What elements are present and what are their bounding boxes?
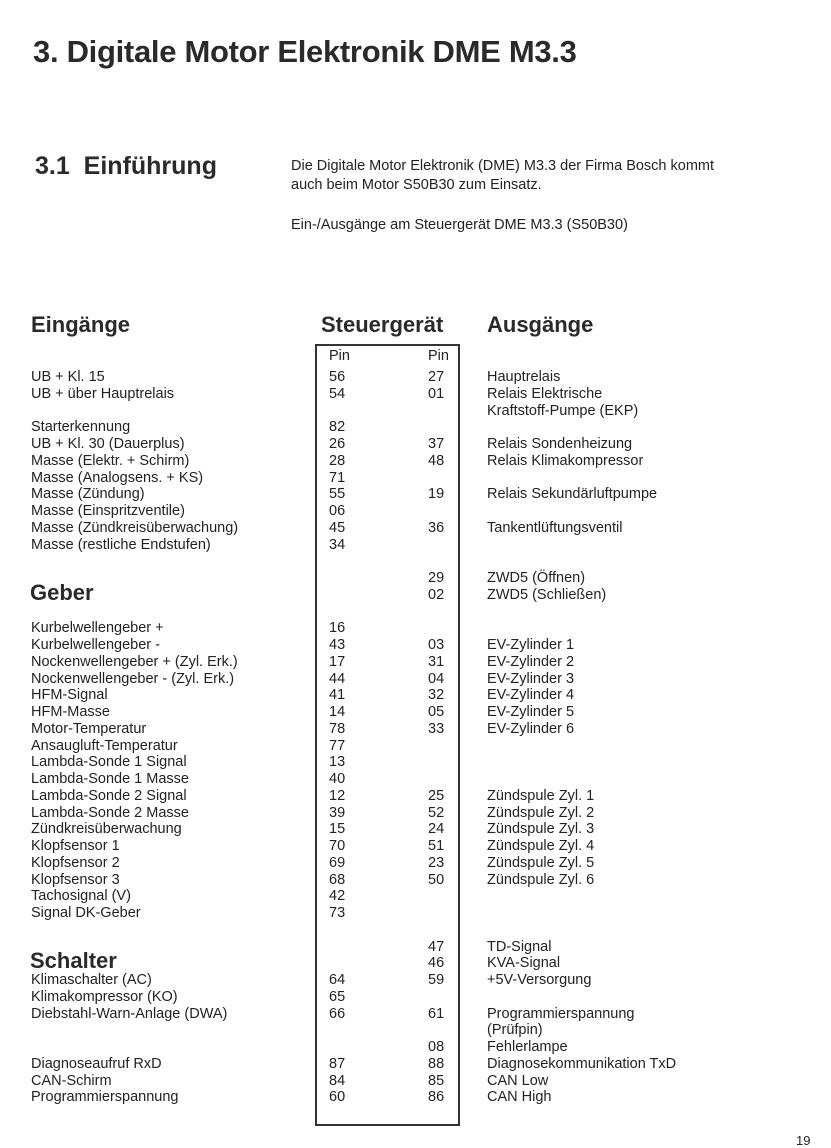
input-pin-number: 28 [329,453,346,469]
output-signal-label: Relais Elektrische [487,386,603,402]
output-signal-label: EV-Zylinder 6 [487,721,575,737]
output-signal-label: ZWD5 (Schließen) [487,587,607,603]
output-pin-number: 03 [428,637,445,653]
input-pin-number: 60 [329,1089,346,1105]
input-signal-label: Lambda-Sonde 2 Masse [31,805,189,821]
input-pin-number: 40 [329,771,346,787]
output-signal-label: Zündspule Zyl. 1 [487,788,595,804]
input-signal-label: Kurbelwellengeber - [31,637,160,653]
input-pin-number: 71 [329,470,346,486]
input-pin-number: 68 [329,872,346,888]
input-signal-label: Diebstahl-Warn-Anlage (DWA) [31,1006,228,1022]
output-pin-number: 85 [428,1073,445,1089]
input-signal-label: Masse (Zündung) [31,486,145,502]
input-pin-number: 70 [329,838,346,854]
input-signal-label: Masse (Zündkreisüberwachung) [31,520,239,536]
output-signal-label: EV-Zylinder 4 [487,687,575,703]
geber-heading: Geber [30,580,94,605]
input-pin-number: 42 [329,888,346,904]
input-pin-number: 64 [329,972,346,988]
output-pin-number: 33 [428,721,445,737]
input-pin-number: 73 [329,905,346,921]
input-signal-label: UB + über Hauptrelais [31,386,175,402]
output-signal-label: Zündspule Zyl. 5 [487,855,595,871]
output-pin-number: 32 [428,687,445,703]
output-signal-label: Fehlerlampe [487,1039,568,1055]
page-title: 3. Digitale Motor Elektronik DME M3.3 [33,34,577,69]
input-signal-label: HFM-Signal [31,687,108,703]
input-signal-label: Klopfsensor 3 [31,872,120,888]
input-signal-label: Klimaschalter (AC) [31,972,152,988]
output-signal-label: CAN High [487,1089,552,1105]
input-signal-label: Ansaugluft-Temperatur [31,738,178,754]
output-pin-number: 51 [428,838,445,854]
output-signal-label: (Prüfpin) [487,1022,543,1038]
input-signal-label: Klopfsensor 2 [31,855,120,871]
output-pin-number: 86 [428,1089,445,1105]
input-signal-label: Masse (Einspritzventile) [31,503,185,519]
output-pin-number: 48 [428,453,445,469]
output-pin-number: 27 [428,369,445,385]
input-signal-label: Lambda-Sonde 2 Signal [31,788,187,804]
input-pin-number: 44 [329,671,346,687]
input-signal-label: UB + Kl. 15 [31,369,105,385]
output-signal-label: Relais Sondenheizung [487,436,633,452]
input-signal-label: Klimakompressor (KO) [31,989,178,1005]
intro-line-2: auch beim Motor S50B30 zum Einsatz. [291,177,542,193]
input-pin-number: 41 [329,687,346,703]
output-signal-label: Relais Klimakompressor [487,453,644,469]
input-pin-number: 66 [329,1006,346,1022]
output-signal-label: Relais Sekundärluftpumpe [487,486,658,502]
input-signal-label: Nockenwellengeber + (Zyl. Erk.) [31,654,238,670]
pin-header-right: Pin [428,348,449,364]
output-signal-label: TD-Signal [487,939,552,955]
input-pin-number: 87 [329,1056,346,1072]
page-number: 19 [796,1133,811,1148]
input-pin-number: 12 [329,788,346,804]
output-pin-number: 02 [428,587,445,603]
input-pin-number: 55 [329,486,346,502]
section-number: 3.1 [35,152,70,180]
input-signal-label: Zündkreisüberwachung [31,821,182,837]
input-pin-number: 06 [329,503,346,519]
output-pin-number: 29 [428,570,445,586]
input-pin-number: 34 [329,537,346,553]
output-pin-number: 19 [428,486,445,502]
output-pin-number: 47 [428,939,445,955]
input-pin-number: 78 [329,721,346,737]
output-signal-label: +5V-Versorgung [487,972,592,988]
output-signal-label: EV-Zylinder 3 [487,671,575,687]
output-pin-number: 88 [428,1056,445,1072]
input-pin-number: 77 [329,738,346,754]
input-pin-number: 13 [329,754,346,770]
output-pin-number: 04 [428,671,445,687]
output-signal-label: KVA-Signal [487,955,561,971]
input-signal-label: Diagnoseaufruf RxD [31,1056,162,1072]
output-signal-label: EV-Zylinder 1 [487,637,575,653]
input-pin-number: 65 [329,989,346,1005]
inputs-heading: Eingänge [31,312,131,337]
input-signal-label: Nockenwellengeber - (Zyl. Erk.) [31,671,235,687]
output-signal-label: EV-Zylinder 2 [487,654,575,670]
input-pin-number: 17 [329,654,346,670]
output-pin-number: 23 [428,855,445,871]
outputs-heading: Ausgänge [487,312,594,337]
input-signal-label: Lambda-Sonde 1 Masse [31,771,189,787]
input-signal-label: Lambda-Sonde 1 Signal [31,754,187,770]
input-pin-number: 43 [329,637,346,653]
input-signal-label: Programmierspannung [31,1089,179,1105]
output-pin-number: 50 [428,872,445,888]
output-pin-number: 37 [428,436,445,452]
output-pin-number: 61 [428,1006,445,1022]
input-signal-label: Signal DK-Geber [31,905,141,921]
section-title: Einführung [83,152,217,180]
output-signal-label: Zündspule Zyl. 6 [487,872,595,888]
output-pin-number: 25 [428,788,445,804]
section-heading [35,152,217,181]
output-pin-number: 46 [428,955,445,971]
input-pin-number: 82 [329,419,346,435]
ecu-heading: Steuergerät [321,312,444,337]
input-signal-label: Kurbelwellengeber + [31,620,164,636]
output-signal-label: Tankentlüftungsventil [487,520,623,536]
output-signal-label: Kraftstoff-Pumpe (EKP) [487,403,639,419]
input-signal-label: UB + Kl. 30 (Dauerplus) [31,436,185,452]
schalter-heading: Schalter [30,948,117,973]
input-pin-number: 39 [329,805,346,821]
output-signal-label: Programmierspannung [487,1006,635,1022]
input-pin-number: 84 [329,1073,346,1089]
input-pin-number: 54 [329,386,346,402]
output-pin-number: 24 [428,821,445,837]
input-signal-label: Tachosignal (V) [31,888,131,904]
output-signal-label: Diagnosekommunikation TxD [487,1056,677,1072]
input-pin-number: 56 [329,369,346,385]
input-signal-label: HFM-Masse [31,704,110,720]
io-caption: Ein-/Ausgänge am Steuergerät DME M3.3 (S50B30) [291,217,628,233]
input-signal-label: Motor-Temperatur [31,721,147,737]
output-signal-label: Zündspule Zyl. 4 [487,838,595,854]
output-pin-number: 36 [428,520,445,536]
output-pin-number: 01 [428,386,445,402]
input-signal-label: Masse (Elektr. + Schirm) [31,453,190,469]
input-pin-number: 45 [329,520,346,536]
output-signal-label: ZWD5 (Öffnen) [487,570,586,586]
input-pin-number: 15 [329,821,346,837]
input-pin-number: 69 [329,855,346,871]
output-pin-number: 05 [428,704,445,720]
output-signal-label: Zündspule Zyl. 2 [487,805,595,821]
input-signal-label: CAN-Schirm [31,1073,112,1089]
output-pin-number: 52 [428,805,445,821]
pin-header-left: Pin [329,348,350,364]
input-pin-number: 14 [329,704,346,720]
input-signal-label: Masse (restliche Endstufen) [31,537,211,553]
output-pin-number: 59 [428,972,445,988]
input-signal-label: Starterkennung [31,419,131,435]
output-signal-label: Zündspule Zyl. 3 [487,821,595,837]
input-signal-label: Masse (Analogsens. + KS) [31,470,204,486]
input-pin-number: 26 [329,436,346,452]
intro-line-1: Die Digitale Motor Elektronik (DME) M3.3 der Firma Bosch kommt [291,158,715,174]
output-signal-label: Hauptrelais [487,369,561,385]
input-signal-label: Klopfsensor 1 [31,838,120,854]
output-pin-number: 08 [428,1039,445,1055]
input-pin-number: 16 [329,620,346,636]
output-pin-number: 31 [428,654,445,670]
output-signal-label: EV-Zylinder 5 [487,704,575,720]
output-signal-label: CAN Low [487,1073,549,1089]
